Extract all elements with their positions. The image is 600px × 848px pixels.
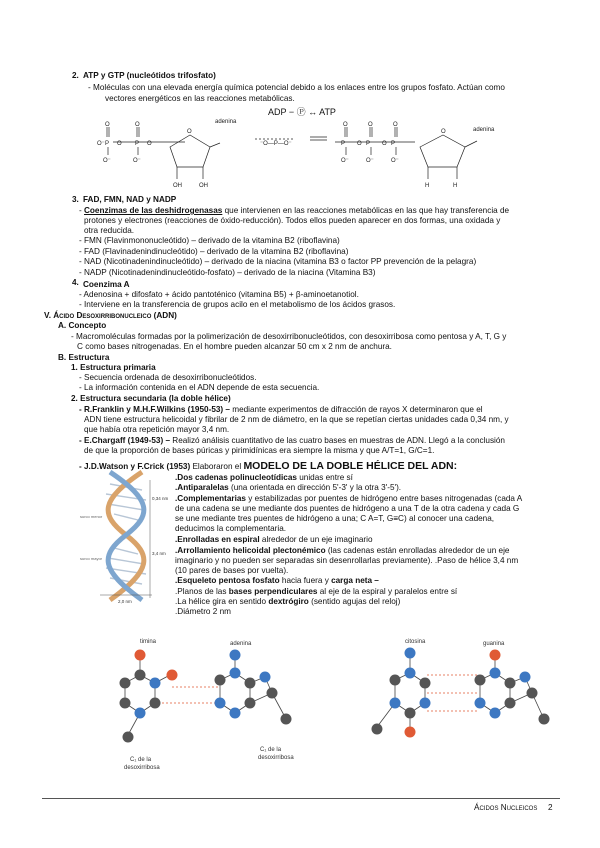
label-c1-right-2: desoxirribosa (258, 755, 294, 761)
helix-label-20: 2,0 nm (118, 599, 132, 604)
fad-number: 3. (72, 195, 79, 204)
svg-text:OH: OH (199, 183, 208, 189)
fad-fad: - FAD (Flavinadenindinucleótido) – derivado de la vitamina B2 (riboflavina) (79, 247, 349, 256)
model-point-7-text: .Planos de las (175, 587, 229, 596)
footer-rule (42, 798, 560, 799)
svg-text:O⁻: O⁻ (133, 158, 141, 164)
fad-line1: - Coenzimas de las deshidrogenasas que intervienen en las reacciones metabólicas en las que hay transferencia de (79, 206, 510, 215)
svg-text:O⁻: O⁻ (97, 141, 105, 147)
chargaff-author: - E.Chargaff (1949-53) – (79, 436, 171, 445)
svg-text:O⁻: O⁻ (366, 158, 374, 164)
model-point-8-text2: (sentido agujas del reloj) (308, 597, 401, 606)
svg-text:O⁻: O⁻ (103, 158, 111, 164)
atp-label-adenina-left: adenina (215, 119, 237, 125)
model-point-8-text: .La hélice gira en sentido (175, 597, 269, 606)
svg-text:P: P (391, 141, 396, 147)
fad-title: FAD, FMN, NAD y NADP (83, 195, 177, 204)
watson-text: Elaboraron el (190, 462, 244, 471)
svg-text:O: O (357, 141, 362, 147)
model-point-8-bold: dextrógiro (268, 597, 309, 606)
label-c1-left-2: desoxirribosa (124, 765, 160, 771)
model-point-5-line2: imaginario y no pueden ser separadas sin desenrollarlas previamente). .Paso de hélice 3,4 nm (175, 556, 519, 565)
svg-text:⁻O—P—O⁻: ⁻O—P—O⁻ (260, 141, 292, 147)
svg-text:P: P (366, 141, 371, 147)
adn-primary-line2: - La información contenida en el ADN depende de esta secuencia. (79, 383, 320, 392)
adn-structure-title: B. Estructura (58, 353, 110, 362)
model-point-2-bold: .Antiparalelas (175, 483, 229, 492)
svg-text:O: O (105, 122, 110, 128)
svg-text:O: O (135, 122, 140, 128)
franklin-authors: - R.Franklin y M.H.F.Wilkins (1950-53) – (79, 405, 230, 414)
model-point-7 (175, 587, 457, 597)
adn-concept-line1: - Macromoléculas formadas por la polimerización de desoxirribonucleótidos, con desoxirribosa como pentosa y A, T, G y (71, 332, 507, 341)
adn-concept-title: A. Concepto (58, 321, 107, 330)
fad-line2: protones y electrones (reacciones de óxido-reducción). Todos ellos pueden aparecer en dos formas, una oxidada y (84, 216, 501, 225)
model-point-6-text: hacia fuera y (279, 576, 332, 585)
svg-text:P: P (105, 141, 110, 147)
adn-secondary-title: 2. Estructura secundaria (la doble hélice) (71, 394, 231, 403)
svg-text:OH: OH (173, 183, 182, 189)
fad-fmn: - FMN (Flavinmononucleótido) – derivado de la vitamina B2 (riboflavina) (79, 236, 340, 245)
atp-desc-line2: vectores energéticos en las reacciones metabólicas. (105, 94, 295, 103)
model-point-8 (175, 597, 400, 607)
label-guanina: guanina (483, 641, 505, 647)
model-point-9: .Diámetro 2 nm (175, 607, 231, 616)
fad-line1-rest: que intervienen en las reacciones metabólicas en las que hay transferencia de (222, 206, 510, 215)
svg-text:H: H (453, 183, 458, 189)
svg-text:O: O (343, 122, 348, 128)
coa-line1: - Adenosina + difosfato + ácido pantoténico (vitamina B5) + β-aminoetanotiol. (79, 290, 359, 299)
model-point-7-text2: al eje de la espiral y paralelos entre sí (317, 587, 458, 596)
model-point-3 (175, 494, 522, 504)
label-c1-right-1: C₁ de la (260, 747, 282, 753)
model-point-5-bold: .Arrollamiento helicoidal plectonémico (175, 546, 326, 555)
coa-number: 4. (72, 278, 79, 287)
label-citosina: citosina (405, 639, 426, 645)
svg-text:O: O (441, 129, 446, 135)
chargaff-line2: de que la proporción de bases púricas y pirimidínicas era siempre la misma y que A/T=1, G/C=1. (84, 446, 435, 455)
adn-primary-title: 1. Estructura primaria (71, 363, 156, 372)
double-helix-illustration (80, 470, 175, 605)
model-point-4 (175, 535, 373, 545)
chargaff-text: Realizó análisis cuantitativo de las cuatro bases en muestras de ADN. Llegó a la conclusión (170, 436, 505, 445)
chargaff-line1 (79, 436, 505, 446)
footer-page-number: 2 (548, 803, 553, 812)
model-point-7-bold: bases perpendiculares (228, 587, 318, 596)
helix-side-label-1: surco menor (80, 514, 103, 519)
svg-text:O⁻: O⁻ (341, 158, 349, 164)
atp-label-adenina-right: adenina (473, 127, 495, 133)
svg-text:H: H (425, 183, 430, 189)
svg-text:O: O (187, 129, 192, 135)
model-point-1-bold: .Dos cadenas polinucleotídicas (175, 473, 297, 482)
svg-text:P: P (341, 141, 346, 147)
atp-desc-line1: - Moléculas con una elevada energía química potencial debido a los enlaces entre los grupos fosfato. Actúan como (88, 83, 505, 92)
coa-line2: - Interviene en la transferencia de grupos acilo en el metabolismo de los ácidos grasos. (79, 300, 396, 309)
adn-primary-line1: - Secuencia ordenada de desoxirribonucleótidos. (79, 373, 257, 382)
model-point-6-bold: .Esqueleto pentosa fosfato (175, 576, 280, 585)
franklin-line3: que había otra repetición mayor 3,4 nm. (84, 425, 230, 434)
model-point-5-line3: (10 pares de bases por vuelta). (175, 566, 289, 575)
model-point-6 (175, 576, 379, 586)
svg-text:O⁻: O⁻ (391, 158, 399, 164)
fad-nadp: - NADP (Nicotinadenindinucleótido-fosfato) – derivado de la niacina (Vitamina B3) (79, 268, 376, 277)
svg-text:O: O (393, 122, 398, 128)
model-point-1-text: unidas entre sí (296, 473, 353, 482)
adn-heading: V. Ácido Desoxirribonucleico (ADN) (44, 311, 177, 320)
adn-concept-line2: C como bases nitrogenadas. En el hombre pueden alcanzar 50 cm x 2 nm de anchura. (77, 342, 392, 351)
atp-structure-diagram (95, 117, 565, 192)
svg-text:P: P (135, 141, 140, 147)
model-point-1 (175, 473, 353, 483)
coa-title: Coenzima A (83, 280, 130, 289)
model-point-3-bold: .Complementarias (175, 494, 246, 503)
atp-equation: ADP − Ⓟ ↔ ATP (268, 107, 336, 117)
atp-title: ATP y GTP (nucleótidos trifosfato) (83, 71, 216, 80)
model-point-3-text: y estabilizadas por puentes de hidrógeno entre bases nitrogenadas (cada A (245, 494, 523, 503)
base-pair-citosina-guanina (355, 635, 560, 785)
base-pair-timina-adenina (110, 635, 310, 785)
model-point-3-line3: se une mediante tres puentes de hidrógeno a una; C A=T, G≡C) al conocer una cadena, (175, 514, 495, 523)
model-point-5-text: (las cadenas están enrolladas alrededor de un eje (325, 546, 510, 555)
model-point-4-bold: .Enrolladas en espiral (175, 535, 260, 544)
franklin-line2: ADN tiene estructura helicoidal y fibrilar de 2 nm de diámetro, en la que se repetían ciertas unidades cada 0,34 nm, y (84, 415, 509, 424)
model-point-5 (175, 546, 509, 556)
franklin-text: mediante experimentos de difracción de rayos X determinaron que el (229, 405, 483, 414)
fad-nad: - NAD (Nicotinadenindinucleótido) – derivado de la niacina (vitamina B3 o factor PP prevención de la pelagra) (79, 257, 477, 266)
helix-side-label-2: surco mayor (80, 556, 103, 561)
label-adenina: adenina (230, 641, 252, 647)
svg-text:O: O (368, 122, 373, 128)
model-point-4-text: alrededor de un eje imaginario (259, 535, 373, 544)
watson-authors: - J.D.Watson y F.Crick (1953) (79, 462, 191, 471)
franklin-line1 (79, 405, 483, 415)
label-timina: timina (140, 639, 157, 645)
svg-text:O: O (117, 141, 122, 147)
svg-text:O: O (382, 141, 387, 147)
helix-label-034: 0,34 nm (152, 496, 169, 501)
footer-title: Ácidos Nucleicos (474, 803, 538, 812)
svg-text:O: O (147, 141, 152, 147)
fad-line1-highlight: Coenzimas de las deshidrogenasas (84, 206, 223, 215)
model-point-2-text: (una orientada en dirección 5'-3' y la otra 3'-5'). (228, 483, 402, 492)
atp-number: 2. (72, 71, 79, 80)
model-point-2 (175, 483, 401, 493)
helix-label-34: 3,4 nm (152, 551, 166, 556)
model-point-3-line4: deducimos la complementaria. (175, 524, 287, 533)
model-point-6-bold2: carga neta – (331, 576, 379, 585)
label-c1-left-1: C₁ de la (130, 757, 152, 763)
fad-line3: otra reducida. (84, 226, 135, 235)
watson-model-title: MODELO DE LA DOBLE HÉLICE DEL ADN: (243, 460, 458, 472)
model-point-3-line2: de una cadena se une mediante dos puentes de hidrógeno a una T de la otra cadena y cada G (175, 504, 520, 513)
